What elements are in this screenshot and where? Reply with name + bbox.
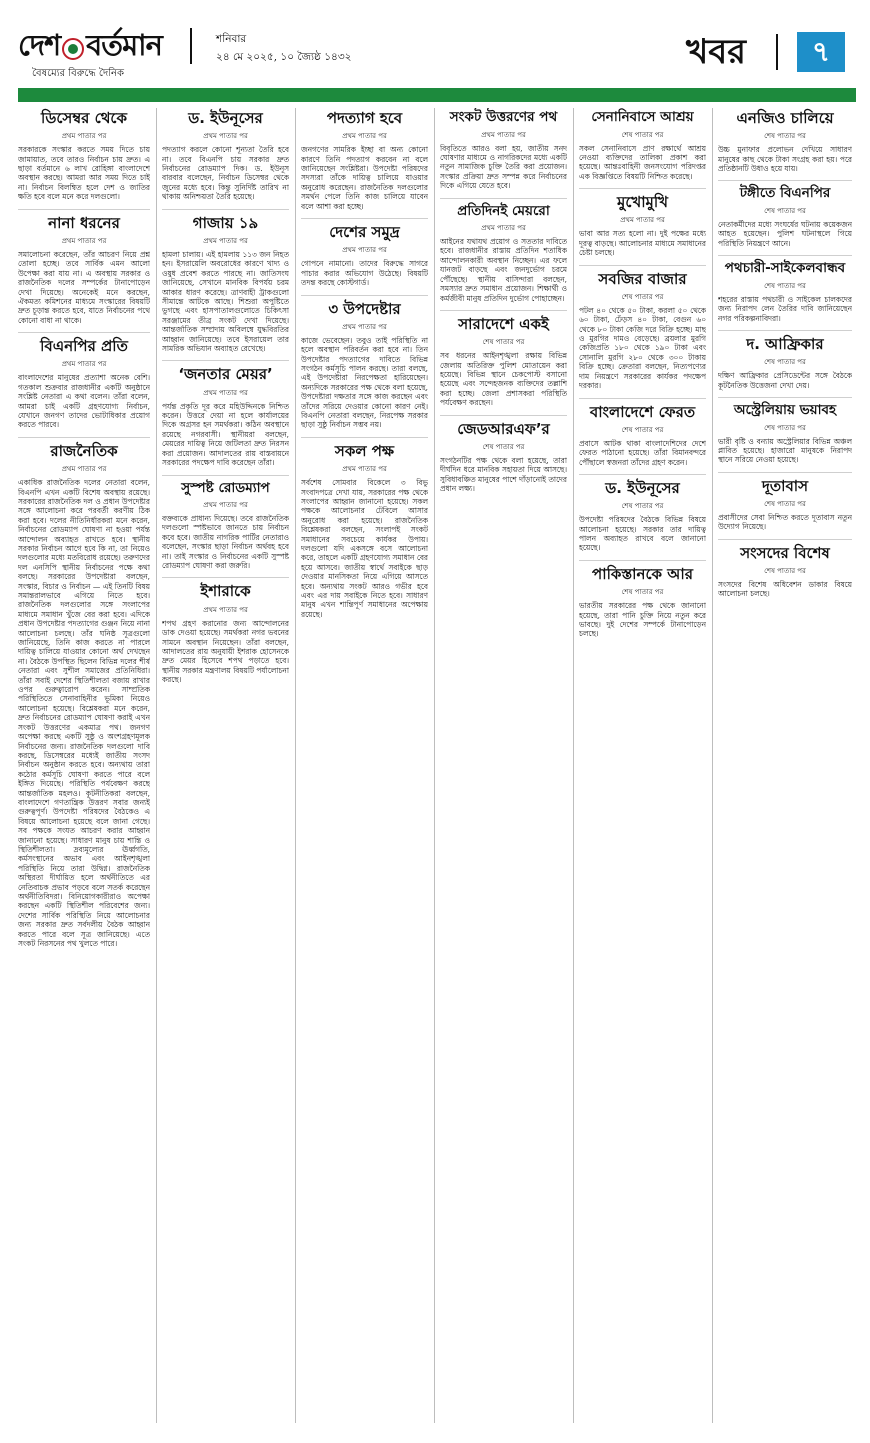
story-body: দক্ষিণ আফ্রিকার প্রেসিডেন্টের সঙ্গে বৈঠকে কূটনৈতিক উত্তেজনা দেখা দেয়। bbox=[718, 371, 852, 390]
story-byline: শেষ পাতার পর bbox=[621, 588, 664, 597]
news-story[interactable] bbox=[579, 398, 706, 467]
story-byline: প্রথম পাতার পর bbox=[203, 236, 248, 245]
story-byline: প্রথম পাতার পর bbox=[61, 132, 107, 141]
story-headline[interactable]: ‘জনতার মেয়র’ bbox=[178, 365, 273, 384]
news-story[interactable] bbox=[301, 218, 428, 287]
story-body: জনগণের সামরিক ইচ্ছা বা অন্য কোনো কারণে তিনি পদত্যাগ করবেন না বলে জানিয়েছেন সংশ্লিষ্টরা। উপদেষ্টা পরিষদের সদস্যরা তাঁকে দায়িত্ব চালিয়ে যাওয়ার অনুরোধ করেছেন। রাজনৈতিক দলগুলোর সমর্থন পেলে তিনি কাজ চালিয়ে যাবেন বলে আশা করা হচ্ছে। bbox=[301, 145, 428, 211]
news-story[interactable] bbox=[579, 474, 706, 553]
story-body: আইনের যথাযথ প্রয়োগ ও সততার দাবিতে হবে। রাজধানীর রাস্তায় প্রতিদিন শতাধিক আন্দোলনকারী অবস্থান নিচ্ছেন। এর ফলে যানজট বাড়ছে এবং জনদুর্ভোগ চরমে পৌঁছেছে। স্থানীয় বাসিন্দারা বলছেন, সমস্যার দ্রুত সমাধান প্রয়োজন। শিক্ষার্থী ও কর্মজীবী মানুষ প্রতিদিন দুর্ভোগ পোহাচ্ছেন। bbox=[440, 237, 567, 303]
story-divider bbox=[579, 265, 706, 266]
story-body: কাজে ভেবেছেন। তবুও তাই পরিস্থিতি না হলে অবস্থান পরিবর্তন করা হবে না। তিন উপদেষ্টার পদত্যাগের দাবিতে বিভিন্ন সংগঠন কর্মসূচি পালন করছে। তারা বলছে, এই উপদেষ্টারা নিরপেক্ষতা হারিয়েছেন। অন্যদিকে সরকারের পক্ষ থেকে বলা হয়েছে, উপদেষ্টারা দক্ষতার সঙ্গে কাজ করছেন এবং তাঁদের সরিয়ে দেওয়ার কোনো কারণ নেই। বিএনপি নেতারা বলছেন, নিরপেক্ষ সরকার ছাড়া সুষ্ঠু নির্বাচন সম্ভব নয়। bbox=[301, 335, 428, 430]
story-divider bbox=[579, 560, 706, 561]
news-column-5 bbox=[579, 108, 706, 1423]
section-divider-icon bbox=[776, 34, 778, 70]
story-byline: প্রথম পাতার পর bbox=[342, 132, 387, 141]
story-headline[interactable]: অস্ট্রেলিয়ায় ভয়াবহ bbox=[733, 402, 837, 418]
story-body: সকল সেনানিবাসে প্রাণ রক্ষার্থে আশ্রয় নেওয়া ব্যক্তিদের তালিকা প্রকাশ করা হয়েছে। আন্তঃবাহিনী জনসংযোগ পরিদপ্তর এক বিজ্ঞপ্তিতে বিষয়টি নিশ্চিত করেছে। bbox=[579, 143, 706, 181]
story-divider bbox=[718, 539, 852, 540]
story-body: সংসদের বিশেষ অধিবেশন ডাকার বিষয়ে আলোচনা চলছে। bbox=[718, 580, 852, 599]
story-body: সরকারকে সংস্কার করতে সময় দিতে চায় জামায়াত, তবে তারও নির্বাচন চায় দ্রুত। এ ছাড়া বর্তমানে ৬ লাখ রোহিঙ্গা বাংলাদেশে অবস্থান করছে। আমরা আর সময় দিতে চাই না। নির্বাচন বিলম্বিত হলে দেশ ও জাতির ক্ষতি হবে বলে মনে করে দলগুলো। bbox=[18, 145, 150, 202]
story-byline: শেষ পাতার পর bbox=[764, 132, 806, 141]
news-story[interactable] bbox=[718, 110, 852, 173]
news-story[interactable] bbox=[718, 472, 852, 532]
story-headline[interactable]: সারাদেশে একই bbox=[458, 314, 549, 333]
story-headline[interactable]: বিএনপির প্রতি bbox=[40, 337, 128, 356]
story-byline: প্রথম পাতার পর bbox=[61, 465, 107, 474]
story-body: সর্বশেষ সোমবার বিকেলে ৩ বিভু সংবাদপত্রে দেখা যায়, সরকারের পক্ষ থেকে সংলাপের আহ্বান জানানো হয়েছে। সকল পক্ষকে আলোচনার টেবিলে আসার অনুরোধ করা হয়েছে। রাজনৈতিক বিশ্লেষকরা বলছেন, সংলাপই সংকট সমাধানের সবচেয়ে কার্যকর উপায়। দলগুলো যদি একসঙ্গে বসে আলোচনা করে, তাহলে একটি গ্রহণযোগ্য সমাধান বের হয়ে আসবে। জাতীয় স্বার্থে সবাইকে ছাড় দেওয়ার মানসিকতা নিয়ে এগিয়ে আসতে হবে। অন্যথায় সংকট আরও গভীর হবে এবং এর দায় সবাইকে নিতে হবে। সাধারণ মানুষ এখন শান্তিপূর্ণ সমাধানের অপেক্ষায় রয়েছে। bbox=[301, 478, 428, 619]
news-column-4 bbox=[440, 108, 567, 1423]
column-rule bbox=[712, 108, 713, 1423]
news-column-2 bbox=[162, 108, 289, 1423]
news-story[interactable] bbox=[579, 265, 706, 391]
story-byline: প্রথম পাতার পর bbox=[342, 465, 387, 474]
story-headline[interactable]: এনজিও চালিয়ে bbox=[736, 109, 834, 127]
story-divider bbox=[440, 415, 567, 416]
story-body: সংগঠনটির পক্ষ থেকে বলা হয়েছে, তারা দীর্ঘদিন ধরে মানবিক সহায়তা দিয়ে আসছে। সুবিধাবঞ্চিত মানুষের পাশে দাঁড়ানোই তাদের প্রধান লক্ষ্য। bbox=[440, 455, 567, 494]
masthead bbox=[0, 0, 870, 100]
story-byline: শেষ পাতার পর bbox=[482, 338, 525, 347]
story-byline: প্রথম পাতার পর bbox=[203, 501, 248, 510]
story-divider bbox=[301, 218, 428, 219]
newspaper-logo[interactable] bbox=[18, 26, 162, 68]
story-body: উপদেষ্টা পরিষদের বৈঠকে বিভিন্ন বিষয়ে আলোচনা হয়েছে। সরকার তার দায়িত্ব পালন অব্যাহত রাখবে বলে জানানো হয়েছে। bbox=[579, 515, 706, 553]
story-byline: শেষ পাতার পর bbox=[764, 567, 806, 576]
news-story[interactable] bbox=[301, 295, 428, 430]
story-body: শহরের রাস্তায় পথচারী ও সাইকেল চালকদের জন্য নিরাপদ লেন তৈরির দাবি জানিয়েছেন নগর পরিকল্পনাবিদরা। bbox=[718, 294, 852, 323]
story-divider bbox=[440, 198, 567, 199]
story-divider bbox=[18, 209, 150, 210]
story-byline: শেষ পাতার পর bbox=[621, 502, 664, 511]
story-headline[interactable]: সংসদের বিশেষ bbox=[740, 543, 830, 562]
story-headline[interactable]: ৩ উপদেষ্টার bbox=[328, 299, 401, 318]
story-headline[interactable]: সুস্পষ্ট রোডম্যাপ bbox=[181, 479, 270, 496]
story-headline[interactable]: দেশের সমুদ্র bbox=[329, 223, 400, 242]
page-number-badge: ৭ bbox=[797, 32, 845, 72]
story-body: ভারী বৃষ্টি ও বন্যায় অস্ট্রেলিয়ার বিভিন্ন অঞ্চল প্লাবিত হয়েছে। হাজারো মানুষকে নিরাপদ স্থানে সরিয়ে নেওয়া হয়েছে। bbox=[718, 436, 852, 465]
logo-text-right: বর্তমান bbox=[86, 27, 162, 62]
story-headline[interactable]: দ. আফ্রিকার bbox=[746, 334, 824, 353]
story-byline: শেষ পাতার পর bbox=[764, 499, 806, 508]
news-story[interactable] bbox=[18, 110, 150, 202]
story-body: বিবৃতিতে আরও বলা হয়, জাতীয় সনদ ঘোষণার মাধ্যমে ও নাগরিকদের মধ্যে একটি নতুন সামাজিক চুক্তি তৈরি করা প্রয়োজন। সংস্কার প্রক্রিয়া দ্রুত সম্পন্ন করে নির্বাচনের দিকে এগিয়ে যেতে হবে। bbox=[440, 143, 567, 191]
story-body: পটল ৪০ থেকে ৫০ টাকা, করলা ৫০ থেকে ৬০ টাকা, ঢেঁড়স ৪০ টাকা, বেগুন ৬০ থেকে ৮০ টাকা কেজি দরে বিক্রি হচ্ছে। মাছ ও মুরগির দামও বেড়েছে। ব্রয়লার মুরগি কেজিপ্রতি ১৮০ থেকে ১৯০ টাকা এবং সোনালি মুরগি ২৮০ থেকে ৩০০ টাকায় বিক্রি হচ্ছে। ক্রেতারা বলছেন, নিত্যপণ্যের দাম নিয়ন্ত্রণে সরকারের কার্যকর পদক্ষেপ দরকার। bbox=[579, 305, 706, 391]
story-divider bbox=[440, 310, 567, 311]
story-body: পদত্যাগ করলে কোনো শূন্যতা তৈরি হবে না। তবে বিএনপি চায় সরকার দ্রুত নির্বাচনের রোডম্যাপ দিক। ড. ইউনূস বারবার বলেছেন, নির্বাচন ডিসেম্বর থেকে জুনের মধ্যে হবে। কিন্তু সুনির্দিষ্ট তারিখ না থাকায় অনিশ্চয়তা তৈরি হয়েছে। bbox=[162, 145, 289, 202]
story-divider bbox=[162, 475, 289, 476]
story-body: প্রবাসে আটক থাকা বাংলাদেশিদের দেশে ফেরত পাঠানো হয়েছে। তাঁরা বিমানবন্দরে পৌঁছালে স্বজনরা তাঁদের গ্রহণ করেন। bbox=[579, 438, 706, 467]
story-byline: প্রথম পাতার পর bbox=[61, 236, 107, 245]
story-headline[interactable]: সেনানিবাসে আশ্রয় bbox=[591, 109, 694, 125]
news-column-3 bbox=[301, 108, 428, 1423]
dateline bbox=[216, 30, 352, 66]
masthead-green-band bbox=[18, 88, 856, 102]
story-headline[interactable]: বাংলাদেশে ফেরত bbox=[589, 402, 696, 421]
news-story[interactable] bbox=[162, 577, 289, 684]
story-headline[interactable]: রাজনৈতিক bbox=[50, 441, 118, 460]
issue-date: ২৪ মে ২০২৫, ১০ জ্যৈষ্ঠ ১৪৩২ bbox=[216, 51, 352, 63]
news-story[interactable] bbox=[440, 198, 567, 303]
logo-emblem-icon bbox=[62, 38, 84, 60]
story-body: সব ধরনের আইনশৃঙ্খলা রক্ষায় বিভিন্ন জেলায় অতিরিক্ত পুলিশ মোতায়েন করা হয়েছে। বিভিন্ন স্থানে চেকপোস্ট বসানো হয়েছে এবং সন্দেহজনক ব্যক্তিদের তল্লাশি করা হচ্ছে। জেলা প্রশাসকরা পরিস্থিতি পর্যবেক্ষণ করছেন। bbox=[440, 351, 567, 408]
news-column-6 bbox=[718, 108, 852, 1423]
story-byline: প্রথম পাতার পর bbox=[203, 605, 248, 614]
story-divider bbox=[579, 474, 706, 475]
story-headline[interactable]: জেডআরএফ’র bbox=[457, 419, 550, 438]
story-divider bbox=[718, 397, 852, 398]
news-story[interactable] bbox=[579, 110, 706, 181]
news-story[interactable] bbox=[718, 180, 852, 248]
column-rule bbox=[573, 108, 574, 1423]
news-story[interactable] bbox=[162, 360, 289, 467]
story-body: প্রবাসীদের সেবা নিশ্চিত করতে দূতাবাস নতুন উদ্যোগ নিয়েছে। bbox=[718, 512, 852, 532]
news-story[interactable] bbox=[440, 110, 567, 191]
logo-text-left: দেশ bbox=[18, 27, 61, 62]
column-rule bbox=[156, 108, 157, 1423]
story-byline: প্রথম পাতার পর bbox=[481, 130, 526, 139]
story-body: শপথ গ্রহণ করানোর জন্য আন্দোলনের ডাক দেওয়া হয়েছে। সমর্থকরা নগর ভবনের সামনে অবস্থান নিয়েছেন। তাঁরা বলছেন, আদালতের রায় অনুযায়ী ইশরাক হোসেনকে দ্রুত মেয়র হিসেবে শপথ পড়াতে হবে। স্থানীয় সরকার মন্ত্রণালয় বিষয়টি পর্যালোচনা করছে। bbox=[162, 618, 289, 685]
story-divider bbox=[162, 577, 289, 578]
news-story[interactable] bbox=[440, 415, 567, 494]
story-headline[interactable]: ড. ইউনূসের bbox=[605, 478, 680, 497]
news-story[interactable] bbox=[18, 437, 150, 949]
story-divider bbox=[718, 472, 852, 473]
section-title: খবর bbox=[686, 32, 746, 72]
story-body: বাংলাদেশের মানুষের প্রত্যাশা অনেক বেশি। গতকাল শুক্রবার রাজধানীর একটি অনুষ্ঠানে সংশ্লিষ্ট নেতারা এ কথা বলেন। তাঁরা বলেন, আমরা চাই একটি গ্রহণযোগ্য নির্বাচন, যেখানে জনগণ তাদের ভোটাধিকার প্রয়োগ করতে পারবে। bbox=[18, 373, 150, 430]
story-byline: প্রথম পাতার পর bbox=[342, 322, 387, 331]
story-divider bbox=[301, 295, 428, 296]
news-story[interactable] bbox=[718, 539, 852, 599]
story-byline: প্রথম পাতার পর bbox=[61, 360, 107, 369]
news-story[interactable] bbox=[718, 330, 852, 390]
news-story[interactable] bbox=[301, 110, 428, 211]
story-headline[interactable]: প্রতিদিনই মেয়রো bbox=[457, 202, 550, 219]
issue-day: শনিবার bbox=[216, 33, 247, 45]
news-story[interactable] bbox=[440, 310, 567, 408]
story-body: ভাবা আর সত্য হলো না। দুই পক্ষের মধ্যে দূরত্ব বাড়ছে। আলোচনার মাধ্যমে সমাধানের চেষ্টা চলছে। bbox=[579, 229, 706, 258]
story-divider bbox=[718, 180, 852, 181]
story-divider bbox=[162, 209, 289, 210]
story-byline: শেষ পাতার পর bbox=[764, 358, 806, 367]
story-byline: শেষ পাতার পর bbox=[482, 442, 525, 451]
story-divider bbox=[162, 360, 289, 361]
story-body: বক্তব্যকে প্রাধান্য দিয়েছে। তবে রাজনৈতিক দলগুলো স্পষ্টভাবে জানতে চায় নির্বাচন কবে হবে। জাতীয় নাগরিক পার্টির নেতারাও বলেছেন, সংস্কার ছাড়া নির্বাচন অর্থবহ হবে না। তাই সংস্কার ও নির্বাচনের একটি সুস্পষ্ট রোডম্যাপ ঘোষণা করা জরুরি। bbox=[162, 514, 289, 571]
story-byline: শেষ পাতার পর bbox=[621, 130, 664, 139]
story-divider bbox=[718, 330, 852, 331]
news-story[interactable] bbox=[162, 209, 289, 354]
story-byline: প্রথম পাতার পর bbox=[203, 132, 248, 141]
story-divider bbox=[718, 255, 852, 256]
story-body: সমালোচনা করেছেন, তাঁর আচরণ নিয়ে প্রশ্ন তোলা হচ্ছে। তবে সার্বিক এমন আলো উপেক্ষা করা যায় না। এ অবস্থায় সরকার ও রাজনৈতিক দলের সম্পর্কের টানাপোড়েন দেখা দিয়েছে। অনেকেই মনে করছেন, ঐকমত্য কমিশনের মাধ্যমে সংস্কারের বিষয়টি দ্রুত চূড়ান্ত করতে হবে, যাতে নির্বাচনের পথে কোনো বাধা না থাকে। bbox=[18, 249, 150, 325]
column-rule bbox=[434, 108, 435, 1423]
story-headline[interactable]: সবজির বাজার bbox=[598, 269, 687, 288]
story-headline[interactable]: ড. ইউনূসের bbox=[188, 109, 263, 127]
story-divider bbox=[301, 437, 428, 438]
story-headline[interactable]: পদত্যাগ হবে bbox=[326, 109, 403, 127]
news-story[interactable] bbox=[18, 332, 150, 430]
news-story[interactable] bbox=[579, 188, 706, 257]
news-story[interactable] bbox=[718, 255, 852, 323]
story-byline: প্রথম পাতার পর bbox=[481, 224, 526, 233]
story-body: গোপনে নামানো। তাদের বিরুদ্ধে সাগরে পাচার করার অভিযোগ উঠেছে। বিষয়টি তদন্ত করছে কোস্টগার্ড। bbox=[301, 259, 428, 288]
news-story[interactable] bbox=[301, 437, 428, 619]
story-headline[interactable]: মুখোমুখি bbox=[616, 193, 669, 212]
story-divider bbox=[579, 188, 706, 189]
story-headline[interactable]: সকল পক্ষ bbox=[334, 441, 395, 460]
story-body: পর্যন্ত প্রকৃতি দূর করে মহিউদ্দিনকে নিশ্চিত করেন। উত্তরে দেয়া না হলে কার্যালয়ের দিকে অগ্রসর হন সমর্থকরা। কঠিন অবস্থানে রয়েছে নগরবাসী। স্থানীয়রা বলছেন, মেয়রের দায়িত্ব নিয়ে জটিলতা দ্রুত নিরসন করা প্রয়োজন। আদালতের রায় বাস্তবায়নে সরকারের পদক্ষেপ দাবি করেছেন তাঁরা। bbox=[162, 401, 289, 468]
story-headline[interactable]: ইশারাকে bbox=[200, 582, 251, 601]
news-story[interactable] bbox=[18, 209, 150, 326]
story-divider bbox=[18, 332, 150, 333]
story-headline[interactable]: পাকিস্তানকে আর bbox=[592, 564, 693, 583]
story-body: উচ্চ মুনাফার প্রলোভন দেখিয়ে সাধারণ মানুষের কাছ থেকে টাকা সংগ্রহ করা হয়। পরে প্রতিষ্ঠানটি উধাও হয়ে যায়। bbox=[718, 145, 852, 174]
story-byline: শেষ পাতার পর bbox=[764, 423, 806, 432]
story-byline: প্রথম পাতার পর bbox=[342, 246, 387, 255]
story-byline: শেষ পাতার পর bbox=[764, 281, 806, 290]
tagline: বৈষম্যের বিরুদ্ধে দৈনিক bbox=[32, 68, 125, 79]
news-story[interactable] bbox=[162, 475, 289, 571]
story-body: ভারতীয় সরকারের পক্ষ থেকে জানানো হয়েছে, তারা পানি চুক্তি নিয়ে নতুন করে ভাবছে। দুই দেশের সম্পর্কে টানাপোড়েন চলছে। bbox=[579, 601, 706, 639]
story-byline: শেষ পাতার পর bbox=[764, 206, 806, 215]
news-column-1 bbox=[18, 108, 150, 1423]
story-divider bbox=[579, 398, 706, 399]
news-story[interactable] bbox=[718, 397, 852, 465]
story-headline[interactable]: পথচারী-সাইকেলবান্ধব bbox=[724, 260, 846, 277]
story-headline[interactable]: ডিসেম্বর থেকে bbox=[41, 109, 127, 127]
story-divider bbox=[18, 437, 150, 438]
news-story[interactable] bbox=[579, 560, 706, 639]
story-body: একাধিক রাজনৈতিক দলের নেতারা বলেন, বিএনপি এখন একটি বিশেষ অবস্থায় রয়েছে। সরকারের রাজনৈতিক দল ও প্রধান উপদেষ্টার সঙ্গে আলোচনা করে পরবর্তী করণীয় ঠিক করা হবে। দলের নীতিনির্ধারকরা মনে করেন, নির্বাচনের রোডম্যাপ ঘোষণা না হওয়া পর্যন্ত আন্দোলন অব্যাহত রাখতে হবে। স্থানীয় সরকার নির্বাচন আগে হবে কি না, তা নিয়েও দলগুলোর মধ্যে মতবিরোধ রয়েছে। তরুণদের দল এনসিপি স্থানীয় নির্বাচনের পক্ষে কথা বলছে। সরকারের উপদেষ্টারা বলছেন, সংস্কার, বিচার ও নির্বাচন — এই তিনটি বিষয় সমান্তরালভাবে এগিয়ে নিতে হবে। রাজনৈতিক দলগুলোর সঙ্গে সংলাপের মাধ্যমে সমাধান খুঁজে বের করা হবে। এদিকে প্রধান উপদেষ্টার পদত্যাগের গুঞ্জন নিয়ে নানা আলোচনা চলছে। তাঁর ঘনিষ্ঠ সূত্রগুলো জানিয়েছে, তিনি কাজ করতে না পারলে দায়িত্ব চালিয়ে যাওয়ার কোনো অর্থ দেখছেন না। বৈঠকে উপস্থিত ছিলেন বিভিন্ন দলের শীর্ষ নেতারা এবং সুশীল সমাজের প্রতিনিধিরা। তাঁরা সবাই দেশের স্থিতিশীলতা বজায় রাখার ওপর গুরুত্বারোপ করেন। সাম্প্রতিক পরিস্থিতিতে সেনাবাহিনীর ভূমিকা নিয়েও আলোচনা হয়েছে। বিশ্লেষকরা মনে করেন, দ্রুত নির্বাচনের রোডম্যাপ ঘোষণা করাই এখন সংকট উত্তরণের একমাত্র পথ। জনগণ অপেক্ষা করছে একটি সুষ্ঠু ও অংশগ্রহণমূলক নির্বাচনের জন্য। রাজনৈতিক দলগুলো দাবি করছে, ডিসেম্বরের মধ্যেই জাতীয় সংসদ নির্বাচন অনুষ্ঠান করতে হবে। অন্যথায় তারা কঠোর কর্মসূচি ঘোষণা করতে পারে বলে ইঙ্গিত দিয়েছে। পরিস্থিতি পর্যবেক্ষণ করছে আন্তর্জাতিক মহলও। কূটনীতিকরা বলছেন, বাংলাদেশে গণতান্ত্রিক উত্তরণ সবার জন্যই গুরুত্বপূর্ণ। উপদেষ্টা পরিষদের বৈঠকেও এ বিষয়ে আলোচনা হয়েছে বলে জানা গেছে। সব পক্ষকে সংযত আচরণ করার আহ্বান জানানো হয়েছে। সাধারণ মানুষ চায় শান্তি ও স্থিতিশীলতা। দ্রব্যমূল্যের ঊর্ধ্বগতি, কর্মসংস্থানের অভাব এবং আইনশৃঙ্খলা পরিস্থিতি নিয়ে তারা উদ্বিগ্ন। রাজনৈতিক অস্থিরতা দীর্ঘায়িত হলে অর্থনীতিতে এর নেতিবাচক প্রভাব পড়বে বলে সতর্ক করেছেন অর্থনীতিবিদরা। বিনিয়োগকারীরাও অপেক্ষা করছেন একটি স্থিতিশীল পরিবেশের জন্য। দেশের সার্বিক পরিস্থিতি নিয়ে আলোচনার জন্য সরকার দ্রুত সর্বদলীয় বৈঠক আহ্বান করতে পারে বলে সূত্র জানিয়েছে। এতে সংকট নিরসনের পথ খুলতে পারে। bbox=[18, 478, 150, 949]
story-headline[interactable]: নানা ধরনের bbox=[48, 213, 120, 232]
story-headline[interactable]: টঙ্গীতে বিএনপির bbox=[739, 185, 831, 202]
story-byline: শেষ পাতার পর bbox=[621, 425, 664, 434]
column-rule bbox=[295, 108, 296, 1423]
story-headline[interactable]: দূতাবাস bbox=[761, 476, 809, 495]
story-headline[interactable]: গাজায় ১৯ bbox=[192, 213, 259, 232]
story-byline: প্রথম পাতার পর bbox=[620, 216, 665, 225]
story-byline: শেষ পাতার পর bbox=[621, 292, 664, 301]
masthead-divider-icon bbox=[190, 28, 192, 64]
story-byline: প্রথম পাতার পর bbox=[203, 388, 248, 397]
story-body: হামলা চালায়। এই হামলায় ১১৩ জন নিহত হন। ইসরায়েলি অবরোধের কারণে খাদ্য ও ওষুধ প্রবেশ করতে পারছে না। জাতিসংঘ জানিয়েছে, সেখানে মানবিক বিপর্যয় চরম আকার ধারণ করেছে। ত্রাণবাহী ট্রাকগুলো সীমান্তে আটকে আছে। শিশুরা অপুষ্টিতে ভুগছে এবং হাসপাতালগুলোতে চিকিৎসা সরঞ্জামের তীব্র সংকট দেখা দিয়েছে। আন্তর্জাতিক সম্প্রদায় অবিলম্বে যুদ্ধবিরতির আহ্বান জানিয়েছে। তবে ইসরায়েল তার সামরিক অভিযান অব্যাহত রেখেছে। bbox=[162, 249, 289, 353]
news-story[interactable] bbox=[162, 110, 289, 202]
story-body: নেতাকর্মীদের মধ্যে সংঘর্ষের ঘটনায় কয়েকজন আহত হয়েছেন। পুলিশ ঘটনাস্থলে গিয়ে পরিস্থিতি নিয়ন্ত্রণে আনে। bbox=[718, 219, 852, 248]
story-headline[interactable]: সংকট উত্তরণের পথ bbox=[449, 109, 558, 125]
